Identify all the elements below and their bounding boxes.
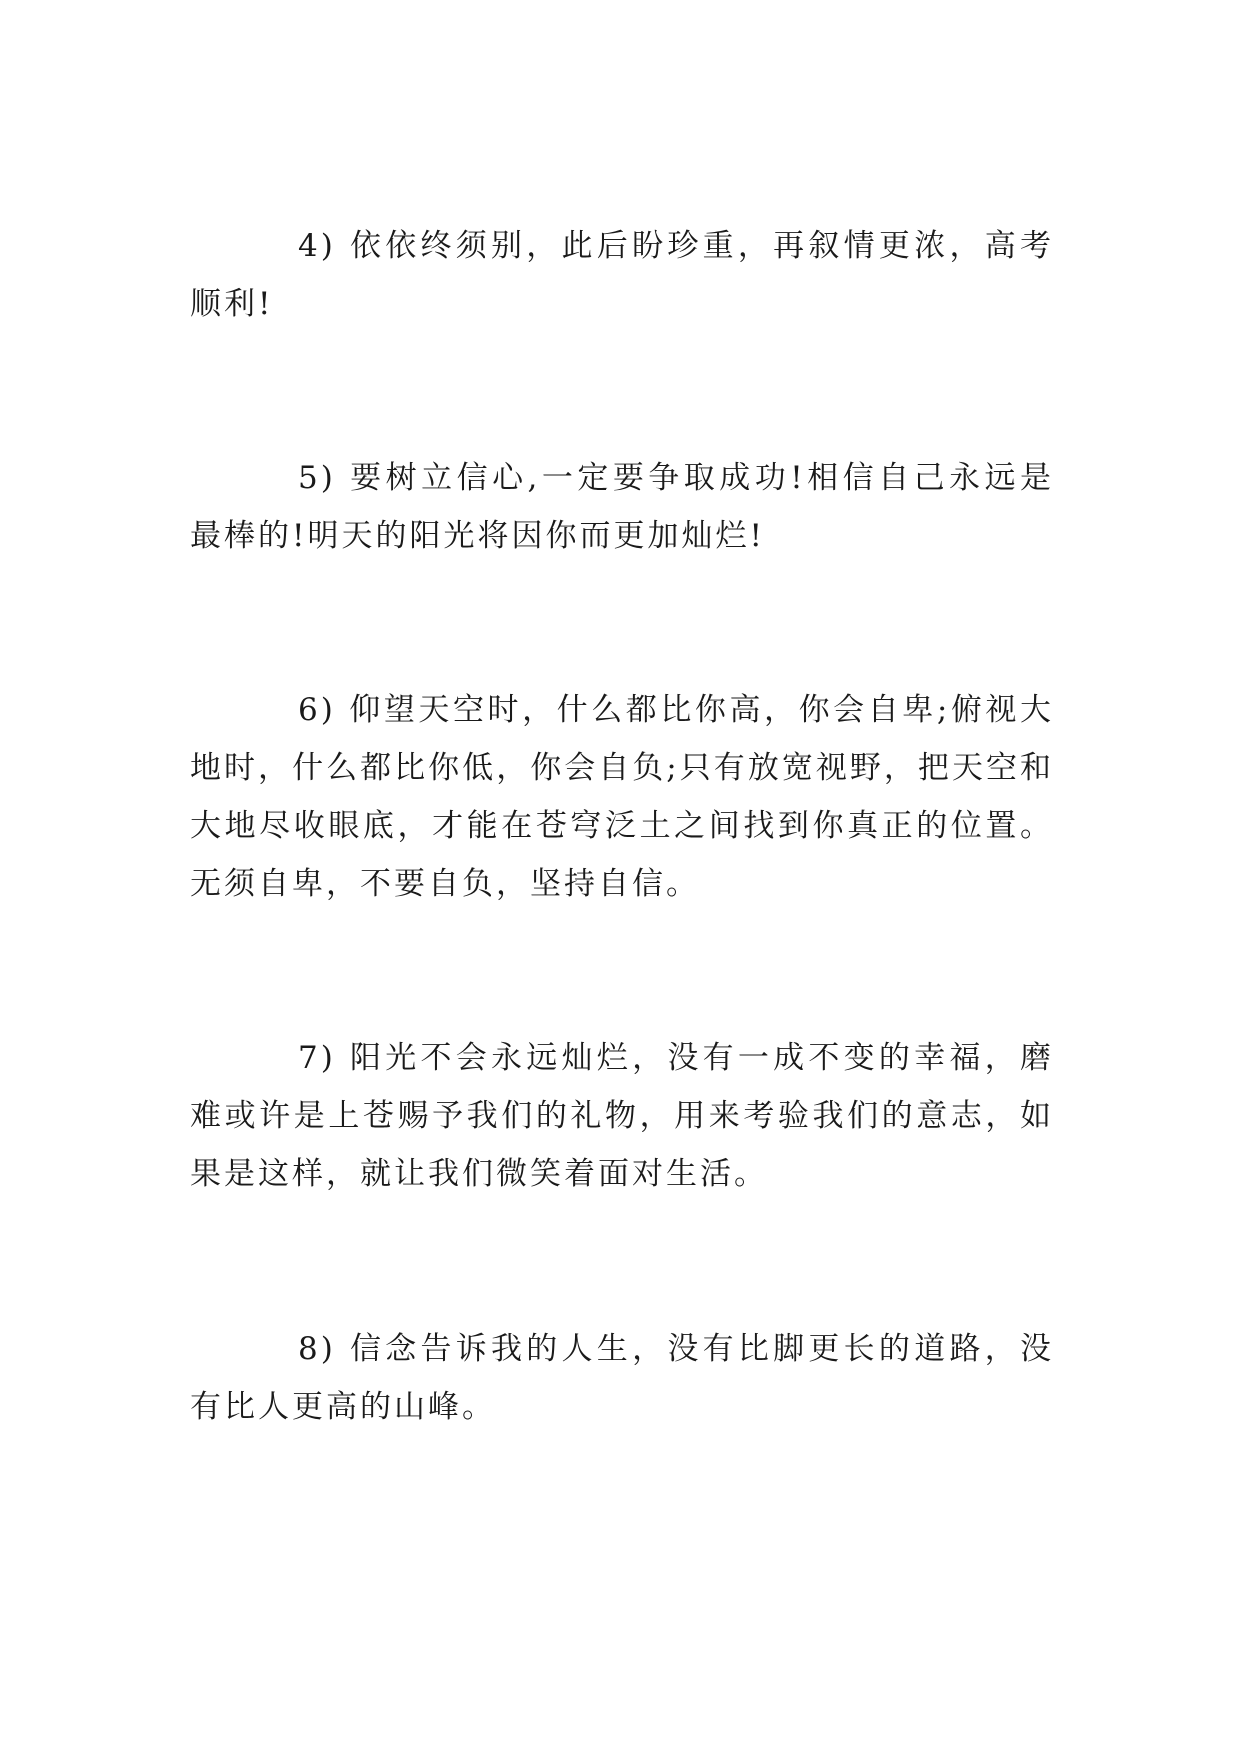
paragraph-number: 5) [298, 460, 336, 496]
paragraph-text: 要树立信心,一定要争取成功!相信自己永远是最棒的!明天的阳光将因你而更加灿烂! [190, 460, 1055, 554]
paragraph-text: 依依终须别，此后盼珍重，再叙情更浓，高考顺利! [190, 228, 1054, 322]
paragraph-item [190, 1320, 1054, 1436]
paragraph-number: 6) [298, 692, 336, 728]
paragraph-text: 仰望天空时，什么都比你高，你会自卑;俯视大地时，什么都比你低，你会自负;只有放宽视野，把天空和大地尽收眼底，才能在苍穹泛土之间找到你真正的位置。无须自卑，不要自负，坚持自信。 [190, 692, 1054, 902]
paragraph-item [190, 1029, 1054, 1203]
paragraph-number: 8) [298, 1331, 336, 1367]
paragraph-text: 阳光不会永远灿烂，没有一成不变的幸福，磨难或许是上苍赐予我们的礼物，用来考验我们的意志，如果是这样，就让我们微笑着面对生活。 [190, 1040, 1054, 1192]
paragraph-item [190, 217, 1054, 333]
paragraph-number: 7) [298, 1040, 336, 1076]
paragraph-text: 信念告诉我的人生，没有比脚更长的道路，没有比人更高的山峰。 [190, 1331, 1054, 1425]
paragraph-item [190, 449, 1054, 565]
paragraph-item [190, 681, 1054, 913]
paragraph-number: 4) [298, 228, 336, 264]
